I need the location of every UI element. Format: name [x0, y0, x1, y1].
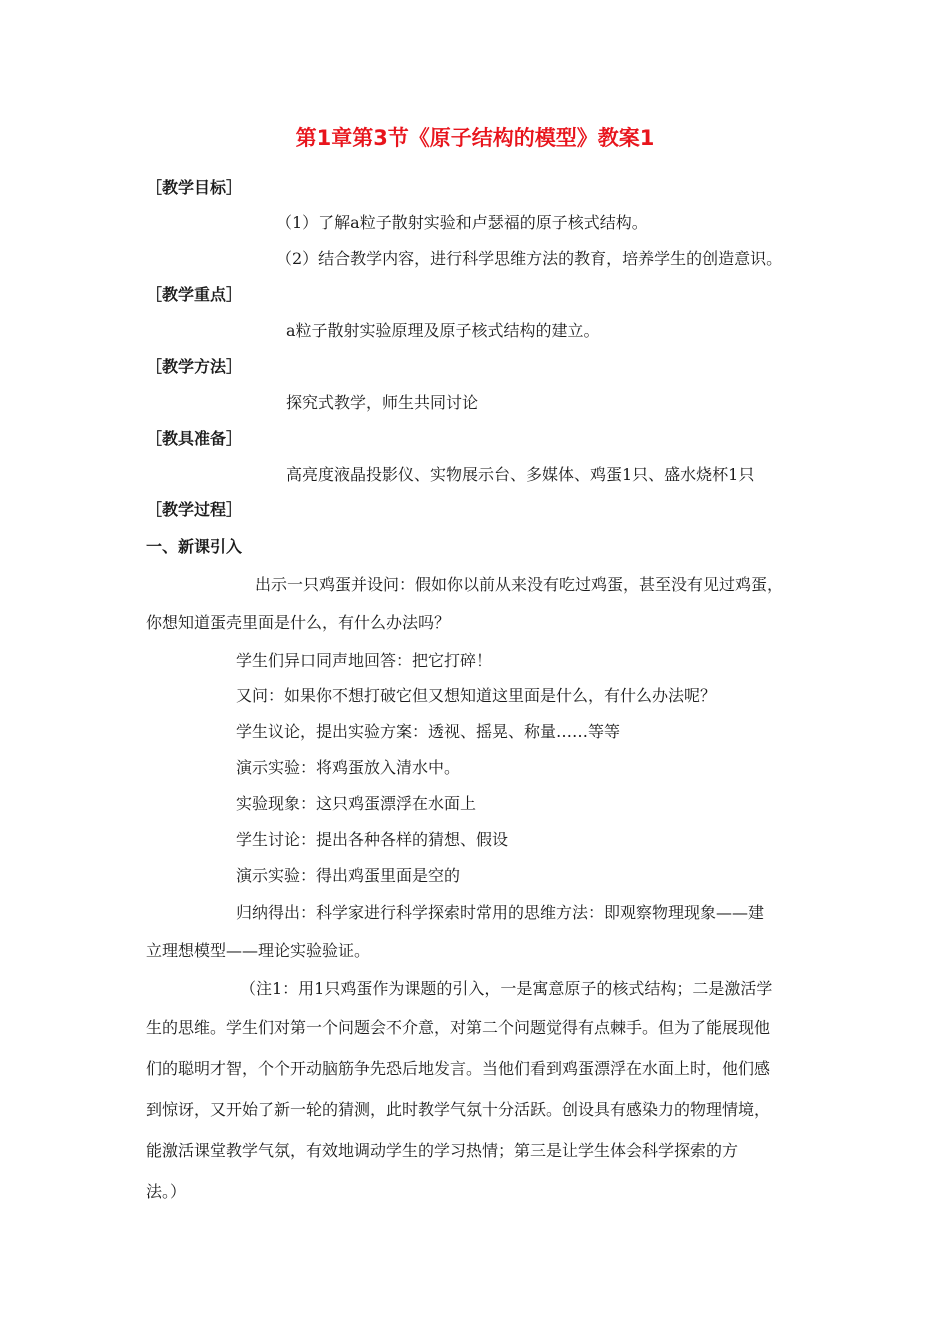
- note-line: 能激活课堂教学气氛，有效地调动学生的学习热情；第三是让学生体会科学探索的方: [146, 1141, 739, 1160]
- goals-heading: ［教学目标］: [146, 178, 243, 197]
- note-line: 到惊讶，又开始了新一轮的猜测，此时教学气氛十分活跃。创设具有感染力的物理情境，: [146, 1100, 771, 1119]
- method-heading: ［教学方法］: [146, 357, 243, 376]
- note-line: 们的聪明才智，个个开动脑筋争先恐后地发言。当他们看到鸡蛋漂浮在水面上时，他们感: [146, 1059, 771, 1078]
- summary-line-2: 立理想模型——理论实验验证。: [146, 941, 371, 960]
- focus-heading: ［教学重点］: [146, 285, 243, 304]
- note-line: 法。）: [146, 1182, 187, 1201]
- dialogue-line: 学生们异口同声地回答：把它打碎！: [236, 651, 493, 670]
- focus-text: a粒子散射实验原理及原子核式结构的建立。: [286, 321, 600, 340]
- dialogue-line: 又问：如果你不想打破它但又想知道这里面是什么，有什么办法呢？: [236, 686, 717, 705]
- dialogue-line: 实验现象：这只鸡蛋漂浮在水面上: [236, 794, 477, 813]
- dialogue-line: 演示实验：得出鸡蛋里面是空的: [236, 866, 461, 885]
- dialogue-line: 演示实验：将鸡蛋放入清水中。: [236, 758, 461, 777]
- note-line: 生的思维。学生们对第一个问题会不介意，对第二个问题觉得有点棘手。但为了能展现他: [146, 1018, 771, 1037]
- goal-item-1: （1）了解a粒子散射实验和卢瑟福的原子核式结构。: [276, 213, 648, 232]
- goal-item-2: （2）结合教学内容，进行科学思维方法的教育，培养学生的创造意识。: [276, 249, 783, 268]
- process-heading: ［教学过程］: [146, 500, 243, 519]
- intro-paragraph-line-2: 你想知道蛋壳里面是什么，有什么办法吗？: [146, 613, 451, 632]
- section-heading-intro: 一、新课引入: [146, 537, 243, 556]
- dialogue-line: 学生讨论：提出各种各样的猜想、假设: [236, 830, 509, 849]
- tools-heading: ［教具准备］: [146, 429, 243, 448]
- dialogue-line: 学生议论，提出实验方案：透视、摇晃、称量……等等: [236, 722, 621, 741]
- method-text: 探究式教学，师生共同讨论: [286, 393, 479, 412]
- summary-line-1: 归纳得出：科学家进行科学探索时常用的思维方法：即观察物理现象——建: [236, 903, 765, 922]
- page-title: 第1章第3节《原子结构的模型》教案1: [295, 126, 655, 150]
- tools-text: 高亮度液晶投影仪、实物展示台、多媒体、鸡蛋1只、盛水烧杯1只: [286, 465, 755, 484]
- note-line: （注1：用1只鸡蛋作为课题的引入，一是寓意原子的核式结构；二是激活学: [240, 979, 773, 998]
- intro-paragraph-line-1: 出示一只鸡蛋并设问：假如你以前从来没有吃过鸡蛋，甚至没有见过鸡蛋，: [255, 575, 784, 594]
